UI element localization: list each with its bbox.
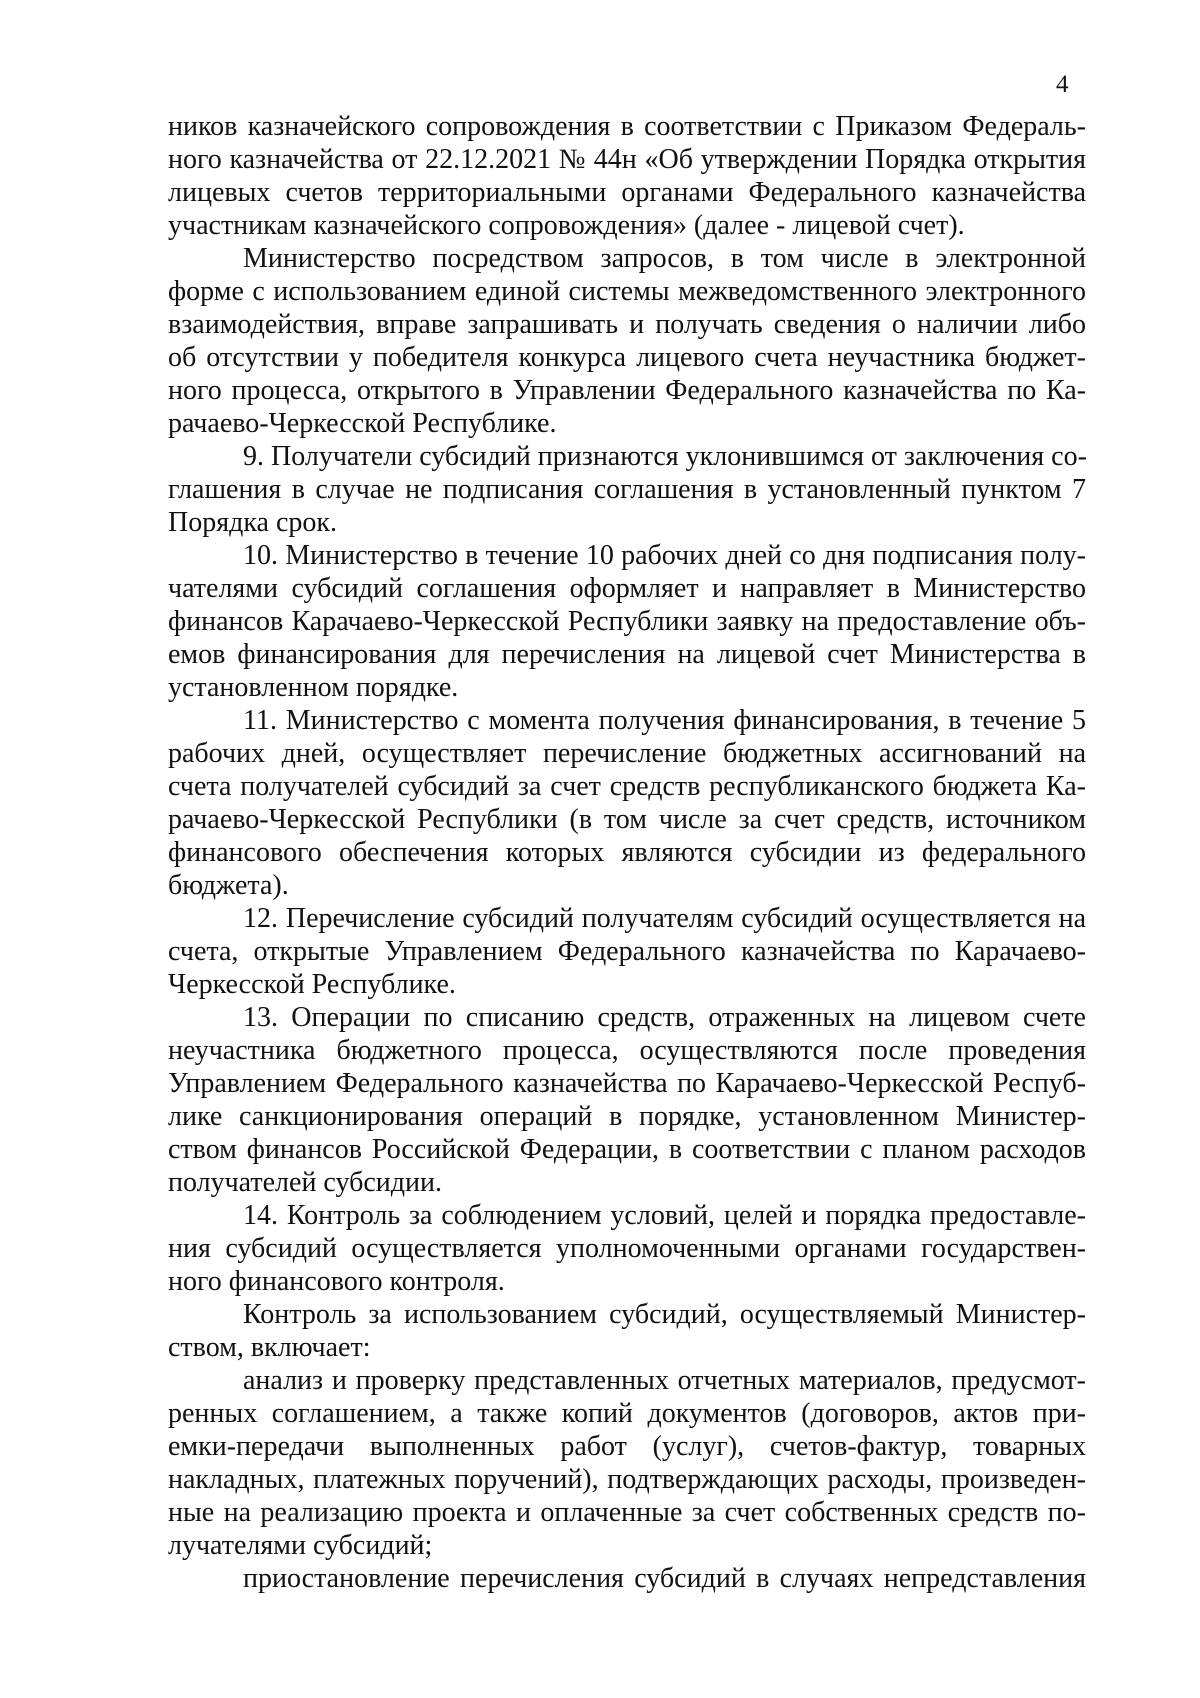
- text-line: форме с использованием единой системы межведомственного электронного: [168, 276, 1086, 307]
- text-line: емки-передачи выполненных работ (услуг), счетов-фактур, товарных: [168, 1431, 1086, 1462]
- document-body: [168, 110, 1086, 1595]
- text-line: ные на реализацию проекта и оплаченные за счет собственных средств по-: [168, 1497, 1086, 1528]
- text-line: Черкесской Республике.: [168, 969, 456, 1000]
- text-line: счета получателей субсидий за счет средств республиканского бюджета Ка-: [168, 771, 1086, 802]
- text-line: Порядка срок.: [168, 507, 337, 538]
- text-line: 10. Министерство в течение 10 рабочих дней со дня подписания полу-: [243, 540, 1086, 571]
- text-line: рачаево-Черкесской Республики (в том числе за счет средств, источником: [168, 804, 1086, 835]
- page-number: 4: [1056, 71, 1069, 98]
- text-line: ством финансов Российской Федерации, в соответствии с планом расходов: [168, 1134, 1086, 1165]
- text-line: ного процесса, открытого в Управлении Федерального казначейства по Ка-: [168, 375, 1086, 406]
- text-line: неучастника бюджетного процесса, осуществляются после проведения: [168, 1035, 1086, 1066]
- text-line: лицевых счетов территориальными органами Федерального казначейства: [168, 177, 1086, 208]
- text-line: глашения в случае не подписания соглашения в установленный пунктом 7: [168, 474, 1086, 505]
- text-line: 9. Получатели субсидий признаются уклонившимся от заключения со-: [243, 441, 1087, 472]
- text-line: Министерство посредством запросов, в том числе в электронной: [243, 243, 1086, 274]
- text-line: емов финансирования для перечисления на лицевой счет Министерства в: [168, 639, 1086, 670]
- text-line: Контроль за использованием субсидий, осуществляемый Министер-: [243, 1299, 1086, 1330]
- text-line: об отсутствии у победителя конкурса лицевого счета неучастника бюджет-: [168, 342, 1086, 373]
- text-line: чателями субсидий соглашения оформляет и направляет в Министерство: [168, 573, 1086, 604]
- text-line: 14. Контроль за соблюдением условий, целей и порядка предоставле-: [243, 1200, 1086, 1231]
- text-line: ного финансового контроля.: [168, 1266, 505, 1297]
- text-line: бюджета).: [168, 870, 289, 901]
- text-line: лике санкционирования операций в порядке, установленном Министер-: [168, 1101, 1086, 1132]
- text-line: финансового обеспечения которых являются субсидии из федерального: [168, 837, 1086, 868]
- text-line: рабочих дней, осуществляет перечисление бюджетных ассигнований на: [168, 738, 1086, 769]
- text-line: рачаево-Черкесской Республике.: [168, 408, 557, 439]
- text-line: Управлением Федерального казначейства по Карачаево-Черкесской Респуб-: [168, 1068, 1086, 1099]
- text-line: участникам казначейского сопровождения» (далее - лицевой счет).: [168, 210, 965, 241]
- text-line: 12. Перечисление субсидий получателям субсидий осуществляется на: [243, 903, 1086, 934]
- text-line: ством, включает:: [168, 1332, 371, 1363]
- text-line: счета, открытые Управлением Федерального казначейства по Карачаево-: [168, 936, 1086, 967]
- text-line: ников казначейского сопровождения в соответствии с Приказом Федераль-: [168, 111, 1086, 142]
- text-line: ния субсидий осуществляется уполномоченными органами государствен-: [168, 1233, 1086, 1264]
- text-line: получателей субсидии.: [168, 1167, 442, 1198]
- text-line: 13. Операции по списанию средств, отраженных на лицевом счете: [243, 1002, 1086, 1033]
- text-line: финансов Карачаево-Черкесской Республики заявку на предоставление объ-: [168, 606, 1086, 637]
- text-line: 11. Министерство с момента получения финансирования, в течение 5: [243, 705, 1086, 736]
- text-line: накладных, платежных поручений), подтверждающих расходы, произведен-: [168, 1464, 1086, 1495]
- text-line: анализ и проверку представленных отчетных материалов, предусмот-: [243, 1365, 1086, 1396]
- text-line: ренных соглашением, а также копий документов (договоров, актов при-: [168, 1398, 1086, 1429]
- text-line: приостановление перечисления субсидий в случаях непредставления: [243, 1563, 1086, 1594]
- text-line: ного казначейства от 22.12.2021 № 44н «Об утверждении Порядка открытия: [168, 144, 1086, 175]
- text-line: лучателями субсидий;: [168, 1530, 433, 1561]
- text-line: установленном порядке.: [168, 672, 459, 703]
- text-line: взаимодействия, вправе запрашивать и получать сведения о наличии либо: [168, 309, 1086, 340]
